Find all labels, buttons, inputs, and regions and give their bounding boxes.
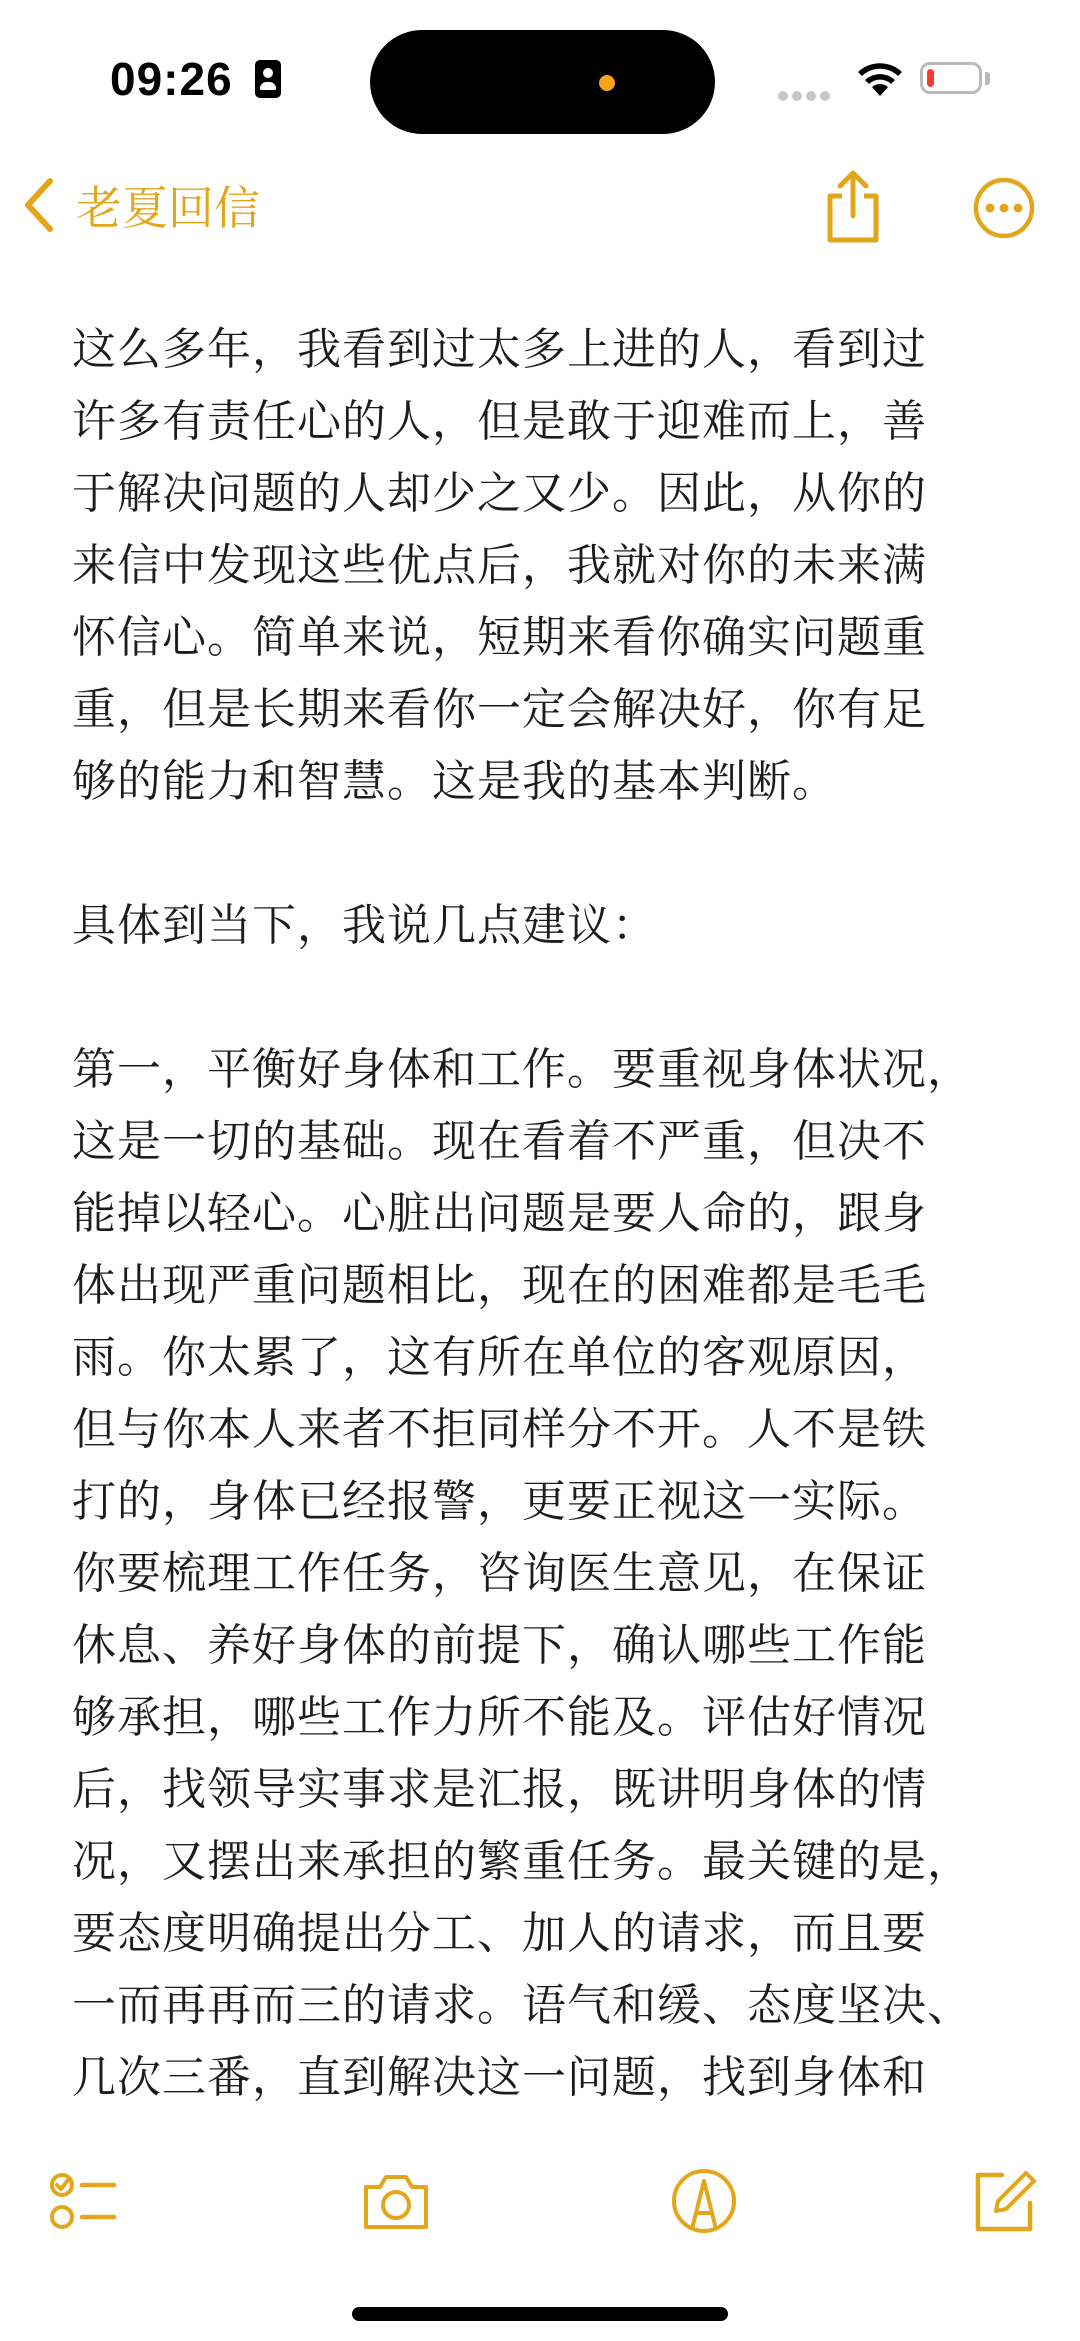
wifi-icon [855,58,905,98]
more-options-icon[interactable] [972,176,1036,240]
cellular-signal-icon [778,86,838,96]
note-line: 一而再再而三的请求。语气和缓、态度坚决、 [72,1980,972,2031]
note-line: 休息、养好身体的前提下，确认哪些工作能 [72,1620,927,1671]
battery-level-fill [927,69,934,87]
note-text[interactable] [72,314,1022,2114]
note-line: 几次三番，直到解决这一问题，找到身体和 [72,2052,927,2103]
markup-pen-icon[interactable] [668,2165,740,2237]
note-line: 体出现严重问题相比，现在的困难都是毛毛 [72,1260,927,1311]
note-line: 你要梳理工作任务，咨询医生意见，在保证 [72,1548,927,1599]
note-line: 打的，身体已经报警，更要正视这一实际。 [72,1476,927,1527]
checklist-icon[interactable] [48,2165,120,2237]
status-time: 09:26 [110,53,233,105]
note-line: 来信中发现这些优点后，我就对你的未来满 [72,540,927,591]
note-line: 要态度明确提出分工、加人的请求，而且要 [72,1908,927,1959]
note-line: 雨。你太累了，这有所在单位的客观原因， [72,1332,927,1383]
battery-icon [920,62,982,94]
back-button[interactable] [20,170,260,240]
camera-icon[interactable] [360,2165,432,2237]
dynamic-island [370,30,715,134]
contact-card-icon [255,60,281,98]
note-line: 第一，平衡好身体和工作。要重视身体状况， [72,1044,972,1095]
note-line: 怀信心。简单来说，短期来看你确实问题重 [72,612,927,663]
paragraph-break [72,962,1022,1034]
note-line: 够承担，哪些工作力所不能及。评估好情况 [72,1692,927,1743]
battery-cap [985,72,990,85]
home-indicator[interactable] [352,2307,728,2321]
note-line: 后，找领导实事求是汇报，既讲明身体的情 [72,1764,927,1815]
note-line: 能掉以轻心。心脏出问题是要人命的，跟身 [72,1188,927,1239]
share-icon[interactable] [822,168,884,246]
note-line: 重，但是长期来看你一定会解决好，你有足 [72,684,927,735]
back-button-label: 老夏回信 [76,181,260,235]
note-line: 这么多年，我看到过太多上进的人，看到过 [72,324,927,375]
note-line: 但与你本人来者不拒同样分不开。人不是铁 [72,1404,927,1455]
note-line: 这是一切的基础。现在看着不严重，但决不 [72,1116,927,1167]
note-line: 于解决问题的人却少之又少。因此，从你的 [72,468,927,519]
note-line: 许多有责任心的人，但是敢于迎难而上，善 [72,396,927,447]
status-bar [0,0,1080,150]
note-line: 够的能力和智慧。这是我的基本判断。 [72,756,837,807]
compose-note-icon[interactable] [968,2165,1040,2237]
paragraph-break [72,818,1022,890]
note-line: 况，又摆出来承担的繁重任务。最关键的是， [72,1836,972,1887]
chevron-left-icon [20,175,60,235]
note-line: 具体到当下，我说几点建议： [72,900,657,951]
privacy-indicator-dot [599,75,615,91]
